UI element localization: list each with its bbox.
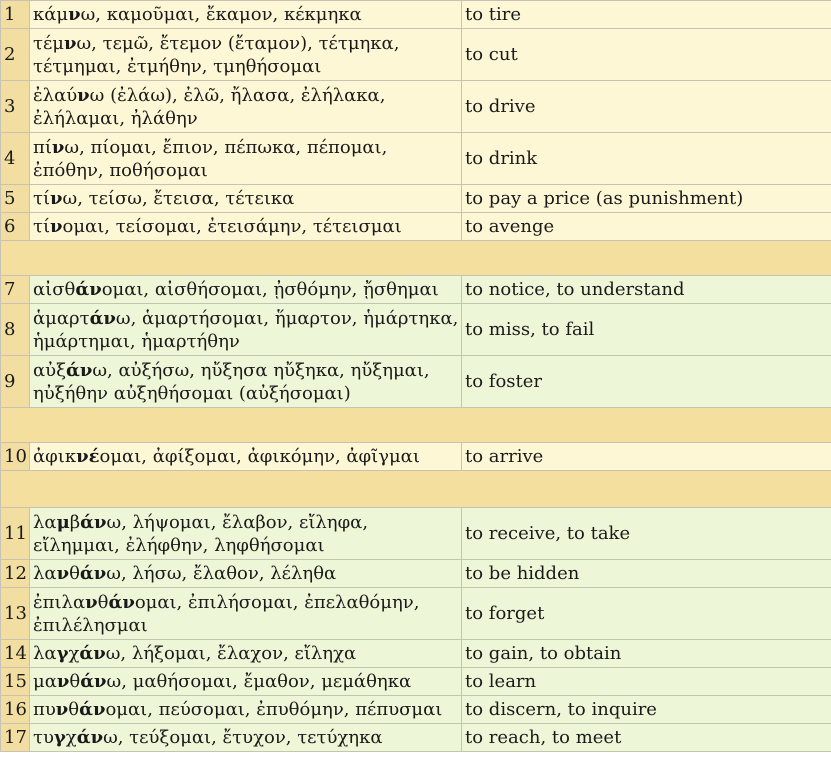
- greek-principal-parts: [30, 304, 462, 356]
- greek-text: ἁμαρτ: [33, 307, 90, 329]
- verb-table-body: [1, 1, 831, 752]
- greek-text: ω, λήξομαι, ἔλαχον, εἴληχα: [105, 643, 357, 664]
- english-meaning: to forget: [462, 588, 831, 640]
- stem-marker: ν: [85, 591, 98, 613]
- separator-cell: [1, 241, 831, 276]
- english-meaning: to drink: [462, 133, 831, 185]
- stem-marker: ν: [55, 699, 69, 720]
- greek-principal-parts: [30, 29, 462, 81]
- section-separator: [1, 471, 831, 508]
- greek-text: ω, τείσω, ἔτεισα, τέτεικα: [62, 188, 295, 209]
- greek-text: χ: [68, 643, 80, 664]
- greek-text: τί: [33, 188, 51, 209]
- greek-principal-parts: [30, 1, 462, 29]
- greek-text: ω (ἐλάω), ἐλῶ, ἤλασα, ἐλήλακα, ἐλήλαμαι, ἠλάθην: [33, 84, 386, 129]
- greek-text: ομαι, αἰσθήσομαι, ᾐσθόμην, ᾔσθημαι: [101, 279, 439, 300]
- english-meaning: to receive, to take: [462, 508, 831, 560]
- greek-principal-parts: [30, 276, 462, 304]
- english-meaning: to discern, to inquire: [462, 696, 831, 724]
- stem-marker: μ: [56, 511, 70, 533]
- row-number: 15: [1, 668, 30, 696]
- table-row: [1, 640, 831, 668]
- greek-text: αὐξ: [33, 359, 67, 381]
- row-number: 17: [1, 724, 30, 752]
- separator-cell: [1, 408, 831, 443]
- greek-text: ἐλαύ: [33, 84, 78, 106]
- stem-marker: άν: [66, 359, 93, 381]
- stem-marker: άν: [79, 699, 106, 720]
- greek-text: πυ: [33, 699, 56, 720]
- greek-principal-parts: [30, 213, 462, 241]
- stem-marker: άν: [108, 591, 135, 613]
- english-meaning: to foster: [462, 356, 831, 408]
- row-number: 16: [1, 696, 30, 724]
- section-separator: [1, 408, 831, 443]
- table-row: [1, 443, 831, 471]
- greek-principal-parts: [30, 724, 462, 752]
- row-number: 5: [1, 185, 30, 213]
- greek-principal-parts: [30, 185, 462, 213]
- stem-marker: ν: [63, 32, 77, 54]
- section-separator: [1, 241, 831, 276]
- english-meaning: to arrive: [462, 443, 831, 471]
- greek-text: ομαι, ἐπιλήσομαι, ἐπελαθόμην, ἐπιλέλησμαι: [33, 591, 420, 636]
- greek-text: ἀφικ: [33, 446, 77, 467]
- greek-principal-parts: [30, 356, 462, 408]
- stem-marker: άν: [76, 727, 104, 748]
- greek-text: λα: [33, 563, 57, 584]
- english-meaning: to cut: [462, 29, 831, 81]
- stem-marker: ν: [50, 188, 63, 209]
- greek-principal-parts: [30, 640, 462, 668]
- table-row: [1, 185, 831, 213]
- greek-text: ομαι, πεύσομαι, ἐπυθόμην, πέπυσμαι: [105, 699, 443, 720]
- greek-principal-parts: [30, 588, 462, 640]
- table-row: [1, 81, 831, 133]
- english-meaning: to notice, to understand: [462, 276, 831, 304]
- row-number: 9: [1, 356, 30, 408]
- stem-marker: ν: [50, 216, 63, 237]
- row-number: 2: [1, 29, 30, 81]
- row-number: 11: [1, 508, 30, 560]
- table-row: [1, 724, 831, 752]
- greek-principal-parts: [30, 443, 462, 471]
- greek-principal-parts: [30, 133, 462, 185]
- english-meaning: to tire: [462, 1, 831, 29]
- greek-text: θ: [97, 591, 109, 613]
- table-row: [1, 668, 831, 696]
- stem-marker: γ: [53, 727, 66, 748]
- separator-cell: [1, 471, 831, 508]
- row-number: 14: [1, 640, 30, 668]
- stem-marker: άν: [75, 279, 102, 300]
- stem-marker: ν: [77, 84, 90, 106]
- row-number: 1: [1, 1, 30, 29]
- greek-text: ω, ἁμαρτήσομαι, ἥμαρτον, ἡμάρτηκα, ἡμάρτημαι, ἡμαρτήθην: [33, 307, 459, 352]
- greek-text: μα: [33, 671, 57, 692]
- english-meaning: to learn: [462, 668, 831, 696]
- stem-marker: ν: [51, 136, 65, 158]
- english-meaning: to pay a price (as punishment): [462, 185, 831, 213]
- row-number: 13: [1, 588, 30, 640]
- english-meaning: to reach, to meet: [462, 724, 831, 752]
- greek-text: ἐπιλα: [33, 591, 86, 613]
- table-row: [1, 133, 831, 185]
- greek-text: τυ: [33, 727, 54, 748]
- greek-text: ω, αὐξήσω, ηὔξησα ηὔξηκα, ηὔξημαι, ηὐξήθην αὐξηθήσομαι (αὐξήσομαι): [33, 359, 430, 404]
- english-meaning: to drive: [462, 81, 831, 133]
- stem-marker: νέ: [76, 446, 100, 467]
- greek-principal-parts: [30, 668, 462, 696]
- greek-text: ω, πίομαι, ἔπιον, πέπωκα, πέπομαι, ἐπόθην, ποθήσομαι: [33, 136, 388, 181]
- greek-principal-parts: [30, 696, 462, 724]
- table-row: [1, 560, 831, 588]
- stem-marker: άν: [80, 511, 107, 533]
- stem-marker: γ: [56, 643, 69, 664]
- row-number: 12: [1, 560, 30, 588]
- greek-text: ω, μαθήσομαι, ἔμαθον, μεμάθηκα: [106, 671, 412, 692]
- stem-marker: ν: [68, 4, 81, 25]
- table-row: [1, 29, 831, 81]
- greek-text: ω, λήψομαι, ἔλαβον, εἴληφα, εἴλημμαι, ἐλήφθην, ληφθήσομαι: [33, 511, 369, 556]
- table-row: [1, 588, 831, 640]
- greek-text: τέμ: [33, 32, 64, 54]
- greek-text: θ: [69, 671, 81, 692]
- row-number: 3: [1, 81, 30, 133]
- stem-marker: ν: [56, 671, 70, 692]
- table-row: [1, 213, 831, 241]
- stem-marker: άν: [79, 563, 107, 584]
- row-number: 10: [1, 443, 30, 471]
- greek-text: θ: [69, 563, 80, 584]
- greek-text: ω, λήσω, ἔλαθον, λέληθα: [106, 563, 337, 584]
- greek-text: θ: [68, 699, 80, 720]
- stem-marker: άν: [80, 671, 107, 692]
- stem-marker: άν: [89, 307, 116, 329]
- table-row: [1, 1, 831, 29]
- english-meaning: to gain, to obtain: [462, 640, 831, 668]
- greek-text: τί: [33, 216, 51, 237]
- greek-text: λα: [33, 643, 57, 664]
- table-row: [1, 508, 831, 560]
- english-meaning: to be hidden: [462, 560, 831, 588]
- greek-text: ω, καμοῦμαι, ἔκαμον, κέκμηκα: [80, 4, 362, 25]
- table-row: [1, 696, 831, 724]
- english-meaning: to miss, to fail: [462, 304, 831, 356]
- greek-text: ω, τεμῶ, ἔτεμον (ἔταμον), τέτμηκα, τέτμημαι, ἐτμήθην, τμηθήσομαι: [33, 32, 400, 77]
- table-row: [1, 304, 831, 356]
- greek-principal-parts: [30, 508, 462, 560]
- row-number: 4: [1, 133, 30, 185]
- greek-text: β: [69, 511, 81, 533]
- english-meaning: to avenge: [462, 213, 831, 241]
- table-row: [1, 356, 831, 408]
- greek-text: ω, τεύξομαι, ἔτυχον, τετύχηκα: [103, 727, 383, 748]
- greek-text: κάμ: [33, 4, 69, 25]
- stem-marker: ν: [56, 563, 70, 584]
- table-row: [1, 276, 831, 304]
- greek-principal-parts: [30, 560, 462, 588]
- greek-text: χ: [65, 727, 77, 748]
- greek-text: λα: [33, 511, 57, 533]
- greek-text: ομαι, ἀφίξομαι, ἀφικόμην, ἀφῖγμαι: [99, 446, 420, 467]
- greek-text: πί: [33, 136, 52, 158]
- row-number: 8: [1, 304, 30, 356]
- row-number: 7: [1, 276, 30, 304]
- greek-text: αἰσθ: [33, 279, 76, 300]
- greek-principal-parts: [30, 81, 462, 133]
- greek-text: ομαι, τείσομαι, ἐτεισάμην, τέτεισμαι: [62, 216, 402, 237]
- row-number: 6: [1, 213, 30, 241]
- stem-marker: άν: [79, 643, 106, 664]
